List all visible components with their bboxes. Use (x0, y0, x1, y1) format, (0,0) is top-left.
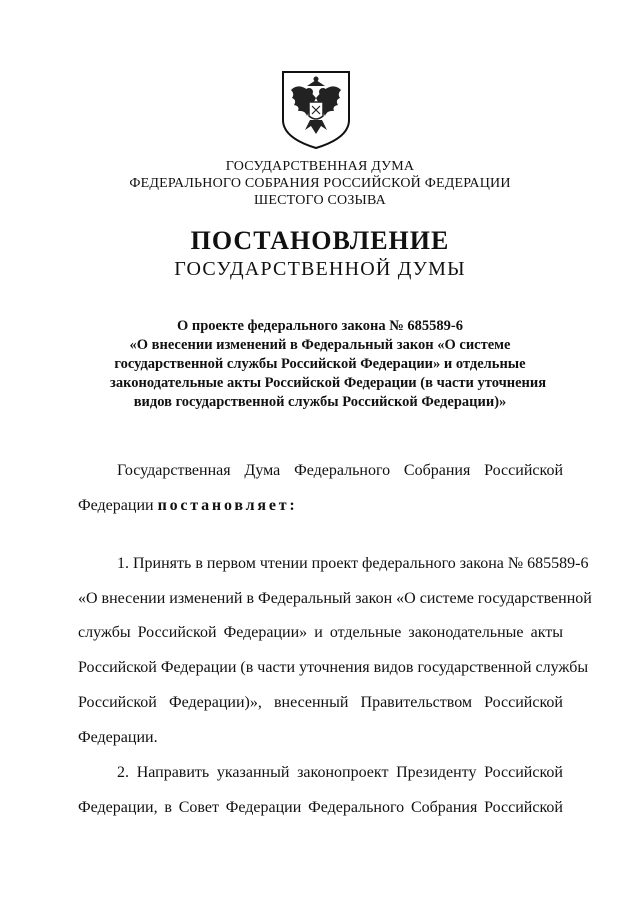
issuer-line-1: ГОСУДАРСТВЕННАЯ ДУМА (225, 159, 415, 174)
preamble-line-1: Государственная Дума Федерального Собрания Российской (117, 462, 563, 479)
subject-line: О проекте федерального закона № 685589-6 (176, 318, 464, 334)
coat-of-arms-icon (277, 68, 355, 150)
subject-line: законодательные акты Российской Федерации (в части уточнения (110, 375, 547, 391)
para1-line: Федерации. (78, 729, 158, 746)
resolves-word: постановляет: (157, 497, 298, 514)
subject-line: государственной службы Российской Федерации» и отдельные (114, 356, 526, 372)
para2-line: 2. Направить указанный законопроект Президенту Российской (117, 764, 563, 781)
document-subtitle: ГОСУДАРСТВЕННОЙ ДУМЫ (174, 258, 466, 280)
preamble-start: Федерации (78, 497, 154, 514)
para1-line: Российской Федерации (в части уточнения видов государственной службы (78, 659, 589, 676)
issuer-line-3: ШЕСТОГО СОЗЫВА (254, 193, 386, 208)
subject-line: видов государственной службы Российской Федерации)» (133, 394, 507, 410)
para2-line: Федерации, в Совет Федерации Федерального Собрания Российской (78, 799, 563, 816)
para1-line: службы Российской Федерации» и отдельные законодательные акты (78, 624, 563, 641)
issuer-line-2: ФЕДЕРАЛЬНОГО СОБРАНИЯ РОССИЙСКОЙ ФЕДЕРАЦИИ (129, 176, 511, 191)
document-title: ПОСТАНОВЛЕНИЕ (190, 226, 450, 255)
para1-line: Российской Федерации)», внесенный Правительством Российской (78, 694, 563, 711)
para1-line: 1. Принять в первом чтении проект федерального закона № 685589-6 (117, 555, 589, 572)
preamble-line-2 (78, 497, 563, 515)
subject-line: «О внесении изменений в Федеральный закон «О системе (129, 337, 511, 353)
subject-block (110, 317, 547, 412)
para1-line: «О внесении изменений в Федеральный закон «О системе государственной (78, 590, 592, 607)
